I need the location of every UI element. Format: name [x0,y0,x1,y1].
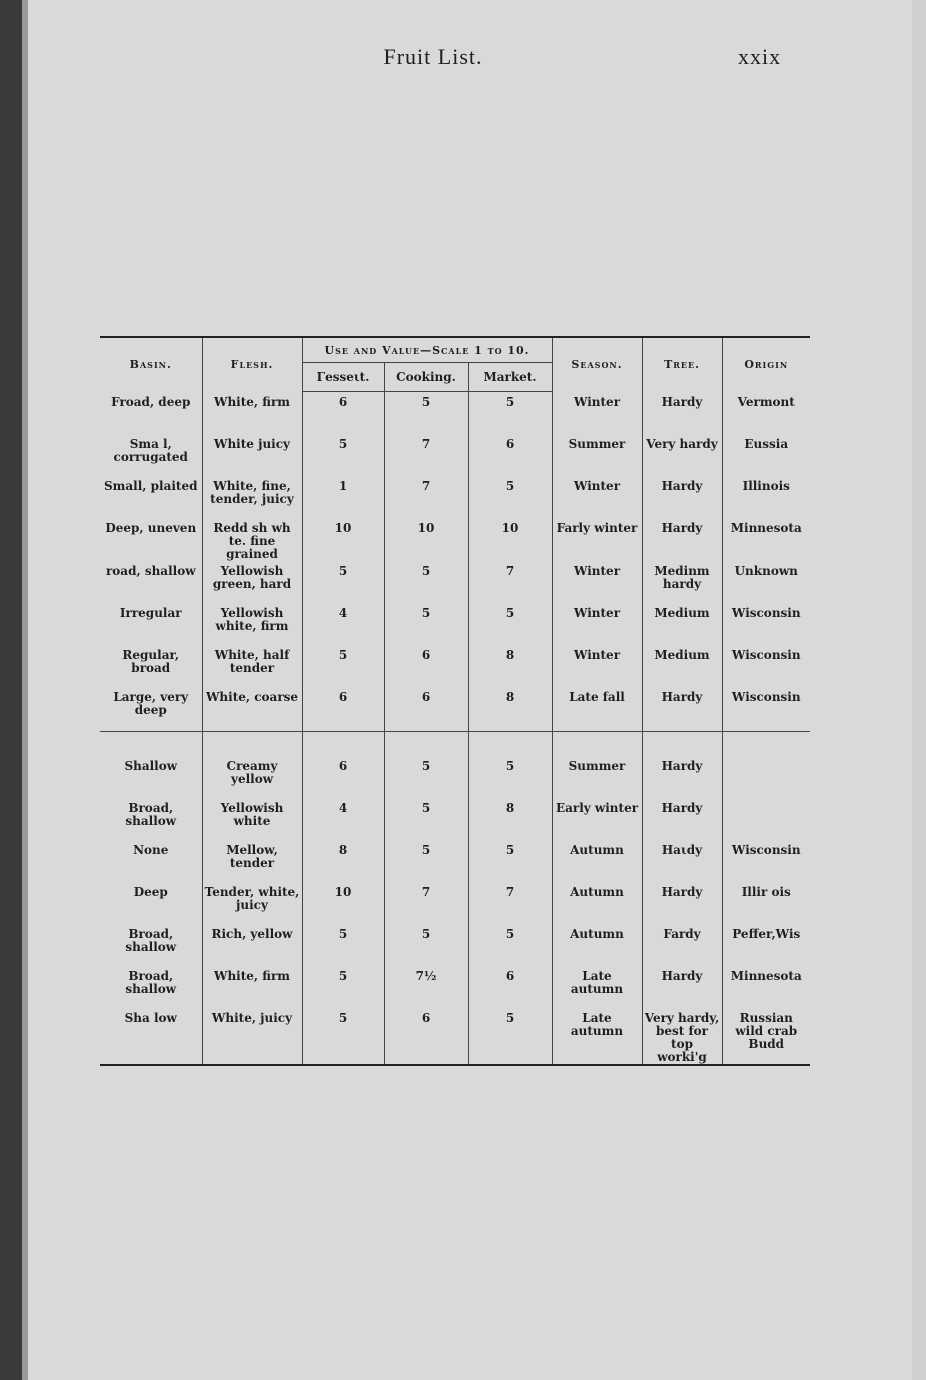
cell-flesh: Redd sh wh te. fine grained [202,518,302,561]
table-row [100,840,810,882]
cell-basin: Sma l, corrugated [100,434,202,476]
cell-basin: Froad, deep [100,392,202,435]
cell-cooking: 5 [384,756,468,798]
cell-market: 8 [468,645,552,687]
cell-tree: Hardy [642,687,722,732]
page-binding-edge [0,0,22,1380]
header-market: Market. [468,363,552,392]
cell-market: 5 [468,603,552,645]
cell-market: 6 [468,434,552,476]
cell-market: 5 [468,840,552,882]
cell-flesh: White, firm [202,392,302,435]
table-row [100,687,810,732]
cell-basin: Sha low [100,1008,202,1065]
table-row [100,1008,810,1065]
cell-dessert: 5 [302,966,384,1008]
cell-dessert: 6 [302,756,384,798]
cell-dessert: 10 [302,518,384,561]
table-bottom-rule [100,1065,810,1066]
table-row [100,561,810,603]
cell-cooking: 7½ [384,966,468,1008]
cell-flesh: White, firm [202,966,302,1008]
spacer-cell [100,732,202,757]
cell-origin: Peffer,Wis [732,927,801,941]
cell-season: Farly winter [552,518,642,561]
spacer-cell [642,732,722,757]
cell-tree: Hardy [642,518,722,561]
cell-origin: Wisconsin [731,648,801,662]
cell-tree: Hardy [642,882,722,924]
cell-flesh: White, half tender [202,645,302,687]
section-spacer [100,732,810,757]
cell-basin: Irregular [100,603,202,645]
table-row [100,645,810,687]
cell-dessert: 6 [302,687,384,732]
cell-market: 6 [468,966,552,1008]
fruit-table [100,336,810,1066]
spacer-cell [302,732,384,757]
cell-origin: Wisconsin [722,687,810,732]
page-binding-shadow [22,0,28,1380]
cell-cooking: 7 [384,434,468,476]
cell-cooking: 5 [384,798,468,840]
header-basin: Basin. [100,337,202,392]
cell-dessert: 5 [302,561,384,603]
cell-basin: Broad, shallow [100,966,202,1008]
cell-season: Autumn [552,924,642,966]
cell-cooking: 10 [384,518,468,561]
cell-season: Late fall [552,687,642,732]
cell-origin: Minnesota [730,969,802,983]
spacer-cell [202,732,302,757]
cell-market: 5 [468,756,552,798]
cell-origin [722,756,810,798]
spacer-cell [552,732,642,757]
cell-basin: Regular, broad [100,645,202,687]
cell-market: 5 [468,476,552,518]
table-row [100,434,810,476]
cell-origin: Vermont [737,394,795,409]
spacer-cell [384,732,468,757]
cell-cooking: 7 [384,476,468,518]
cell-dessert: 4 [302,798,384,840]
header-cooking: Cooking. [384,363,468,392]
table-row [100,476,810,518]
cell-cooking: 6 [384,687,468,732]
table-row [100,756,810,798]
cell-basin: Shallow [100,756,202,798]
cell-flesh: Rich, yellow [202,924,302,966]
cell-tree: Fardy [642,924,722,966]
table-row [100,882,810,924]
cell-tree: Haιdy [642,840,722,882]
cell-basin: Deep [100,882,202,924]
cell-dessert: 4 [302,603,384,645]
cell-tree: Hardy [642,476,722,518]
cell-cooking: 6 [384,645,468,687]
cell-flesh: White, juicy [202,1008,302,1065]
header-origin: Origin [744,358,789,372]
spacer-cell [468,732,552,757]
table-row [100,518,810,561]
cell-dessert: 5 [302,434,384,476]
cell-flesh: Yellowish white [202,798,302,840]
cell-season: Early winter [552,798,642,840]
cell-origin: Illir ois [741,885,791,899]
cell-basin: road, shallow [100,561,202,603]
cell-dessert: 1 [302,476,384,518]
cell-cooking: 5 [384,392,468,435]
cell-dessert: 8 [302,840,384,882]
cell-dessert: 10 [302,882,384,924]
cell-season: Autumn [552,840,642,882]
cell-basin: Large, very deep [100,687,202,732]
cell-basin: Deep, uneven [100,518,202,561]
cell-market: 5 [468,924,552,966]
cell-flesh: White, fine, tender, juicy [202,476,302,518]
cell-season: Winter [552,392,642,435]
cell-season: Winter [552,476,642,518]
table-row [100,392,810,435]
cell-dessert: 5 [302,645,384,687]
cell-basin: Small, plaited [100,476,202,518]
cell-cooking: 5 [384,840,468,882]
cell-basin: Broad, shallow [100,798,202,840]
cell-tree: Hardy [642,392,722,435]
cell-season: Winter [552,645,642,687]
cell-season: Winter [552,561,642,603]
cell-dessert: 5 [302,1008,384,1065]
cell-season: Summer [552,756,642,798]
cell-market: 7 [468,882,552,924]
cell-flesh: White, coarse [202,687,302,732]
cell-origin: Wisconsin [731,606,801,620]
header-dessert: Γeꜱseιt. [302,363,384,392]
cell-tree: Hardy [642,966,722,1008]
cell-tree: Medium [642,603,722,645]
cell-cooking: 5 [384,603,468,645]
cell-season: Autumn [552,882,642,924]
cell-cooking: 5 [384,561,468,603]
cell-dessert: 5 [302,924,384,966]
cell-cooking: 6 [384,1008,468,1065]
cell-origin: Russian wild crab Budd [735,1011,798,1051]
cell-market: 8 [468,798,552,840]
table-row [100,603,810,645]
cell-season: Winter [552,603,642,645]
header-season: Season. [552,337,642,392]
fruit-table-wrapper [100,336,810,1066]
cell-tree: Very hardy [642,434,722,476]
cell-market: 5 [468,1008,552,1065]
cell-market: 5 [468,392,552,435]
bottom-rule-cell [100,1065,810,1066]
cell-season: Summer [552,434,642,476]
table-row [100,966,810,1008]
cell-flesh: Mellow, tender [202,840,302,882]
cell-tree: Hardy [642,798,722,840]
header-tree: Tree. [642,337,722,392]
cell-flesh: Creamy yellow [202,756,302,798]
cell-tree: Medium [642,645,722,687]
fruit-table-body [100,392,810,1067]
cell-origin: Unknown [734,564,798,578]
cell-origin: Eussia [744,437,789,451]
cell-cooking: 7 [384,882,468,924]
cell-tree: Medinm hardy [642,561,722,603]
spacer-cell [722,732,810,757]
page-number: xxix [738,44,782,69]
cell-flesh: Yellowish green, hard [202,561,302,603]
table-row [100,924,810,966]
cell-flesh: Yellowish white, firm [202,603,302,645]
cell-cooking: 5 [384,924,468,966]
cell-market: 10 [468,518,552,561]
cell-basin: None [100,840,202,882]
cell-flesh: White juicy [202,434,302,476]
cell-season: Late autumn [552,1008,642,1065]
cell-dessert: 6 [302,392,384,435]
cell-flesh: Tender, white, juicy [202,882,302,924]
header-use-value-group: Use and Value—Scale 1 to 10. [302,337,552,363]
cell-market: 7 [468,561,552,603]
cell-origin: Wisconsin [731,843,801,857]
cell-season: Late autumn [552,966,642,1008]
running-title: Fruit List. [383,44,483,69]
cell-market: 8 [468,687,552,732]
cell-origin: Illinois [742,479,790,493]
page-right-margin [912,0,926,1380]
header-flesh: Flesh. [202,337,302,392]
cell-origin: Minnesota [730,521,802,535]
cell-tree: Hardy [642,756,722,798]
cell-origin [722,798,810,840]
cell-basin: Broad, shallow [100,924,202,966]
cell-tree: Very hardy, best for top worki'g [642,1008,722,1065]
table-row [100,798,810,840]
